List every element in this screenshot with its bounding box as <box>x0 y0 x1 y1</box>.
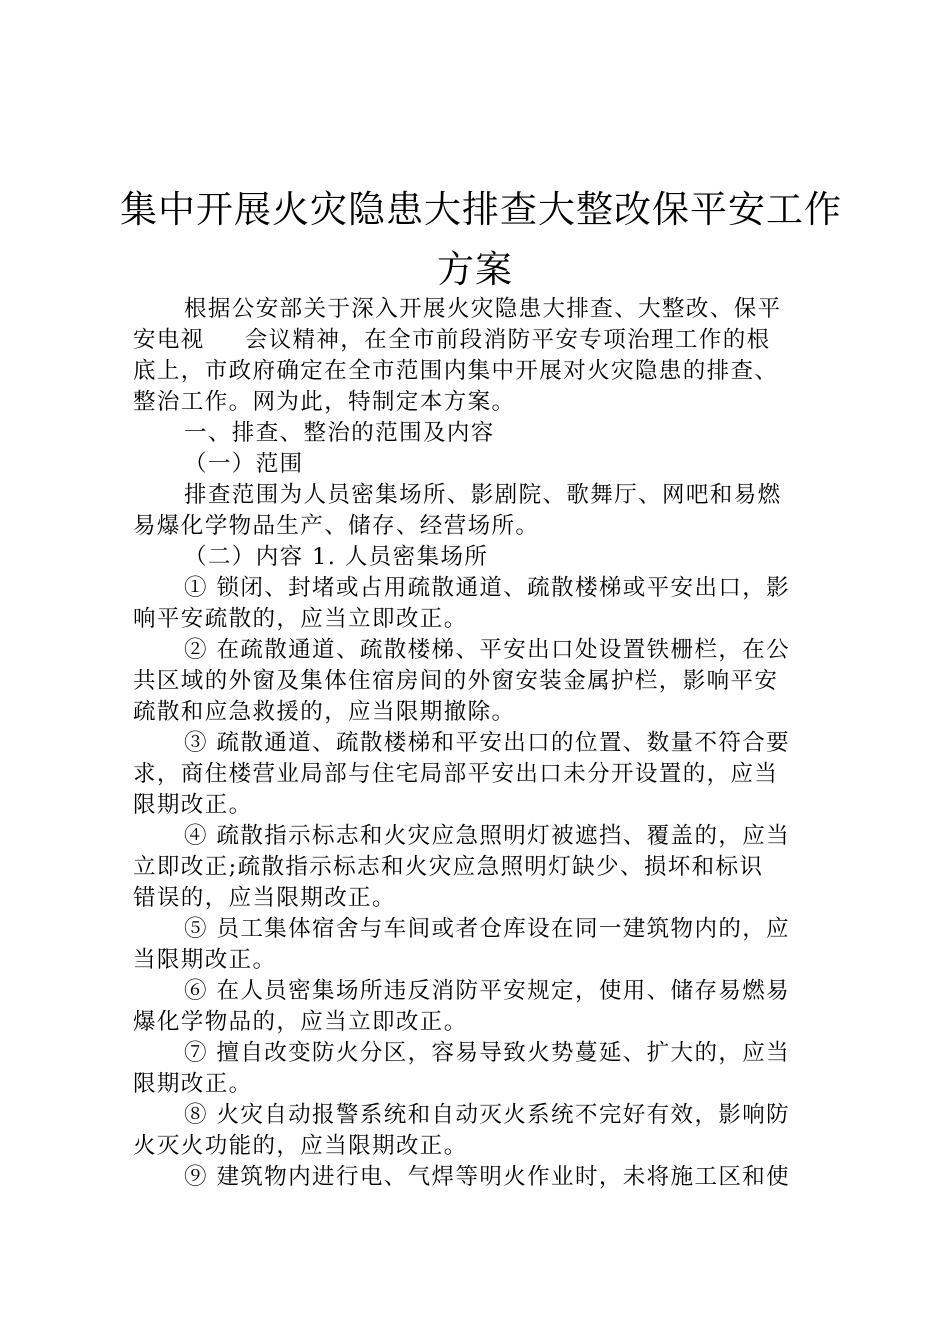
scope-paragraph <box>133 480 826 542</box>
item-line: 响平安疏散的，应当立即改正。 <box>133 606 468 632</box>
list-item <box>133 1162 826 1193</box>
item-line: 限期改正。 <box>133 792 253 818</box>
intro-line: 整治工作。网为此，特制定本方案。 <box>133 389 516 415</box>
item-line: ⑨ 建筑物内进行电、气焊等明火作业时，未将施工区和使 <box>184 1164 791 1190</box>
item-line: 火灭火功能的，应当限期改正。 <box>133 1133 468 1159</box>
list-item <box>133 821 826 914</box>
item-line: 爆化学物品的，应当立即改正。 <box>133 1009 468 1035</box>
scope-line: 排查范围为人员密集场所、影剧院、歌舞厅、网吧和易燃 <box>184 482 782 508</box>
list-item <box>133 635 826 728</box>
item-line: 当限期改正。 <box>133 947 277 973</box>
list-item <box>133 1038 826 1100</box>
intro-line-2 <box>133 325 826 356</box>
subsection-heading-text: （二）内容 1. 人员密集场所 <box>184 544 489 570</box>
intro-line: 根据公安部关于深入开展火灾隐患大排查、大整改、保平 <box>184 296 782 322</box>
document-title <box>120 180 842 300</box>
item-line: ③ 疏散通道、疏散楼梯和平安出口的位置、数量不符合要 <box>184 730 791 756</box>
item-line: ⑥ 在人员密集场所违反消防平安规定，使用、储存易燃易 <box>184 978 791 1004</box>
subsection-heading-scope <box>133 449 826 480</box>
intro-line-2a: 安电视 <box>133 327 205 353</box>
intro-paragraph <box>133 294 826 418</box>
section-heading-text: 一、排查、整治的范围及内容 <box>184 420 495 446</box>
item-line: 错误的，应当限期改正。 <box>133 885 396 911</box>
item-line: ⑤ 员工集体宿舍与车间或者仓库设在同一建筑物内的，应 <box>184 916 791 942</box>
item-line: ④ 疏散指示标志和火灾应急照明灯被遮挡、覆盖的，应当 <box>184 823 791 849</box>
intro-line-2b: 会议精神，在全市前段消防平安专项治理工作的根 <box>244 327 771 353</box>
item-line: ⑦ 擅自改变防火分区，容易导致火势蔓延、扩大的，应当 <box>184 1040 791 1066</box>
list-item <box>133 573 826 635</box>
scope-line: 易爆化学物品生产、储存、经营场所。 <box>133 513 540 539</box>
section-heading <box>133 418 826 449</box>
subsection-heading-content <box>133 542 826 573</box>
item-line: 立即改正;疏散指示标志和火灾应急照明灯缺少、损坏和标识 <box>133 854 764 880</box>
item-line: 疏散和应急救援的，应当限期撤除。 <box>133 699 516 725</box>
document-body <box>133 294 826 1193</box>
subsection-heading-text: （一）范围 <box>184 451 304 477</box>
title-line-2: 方案 <box>437 248 513 291</box>
item-line: ⑧ 火灾自动报警系统和自动灭火系统不完好有效，影响防 <box>184 1102 791 1128</box>
title-line-1: 集中开展火灾隐患大排查大整改保平安工作 <box>120 188 842 231</box>
item-line: 共区域的外窗及集体住宿房间的外窗安装金属护栏，影响平安 <box>133 668 779 694</box>
item-line: ② 在疏散通道、疏散楼梯、平安出口处设置铁栅栏，在公 <box>184 637 791 663</box>
item-line: 求，商住楼营业局部与住宅局部平安出口未分开设置的，应当 <box>133 761 779 787</box>
item-line: 限期改正。 <box>133 1071 253 1097</box>
intro-line: 底上，市政府确定在全市范围内集中开展对火灾隐患的排查、 <box>133 358 779 384</box>
item-line: ① 锁闭、封堵或占用疏散通道、疏散楼梯或平安出口，影 <box>184 575 791 601</box>
list-item <box>133 1100 826 1162</box>
list-item <box>133 728 826 821</box>
list-item <box>133 976 826 1038</box>
list-item <box>133 914 826 976</box>
